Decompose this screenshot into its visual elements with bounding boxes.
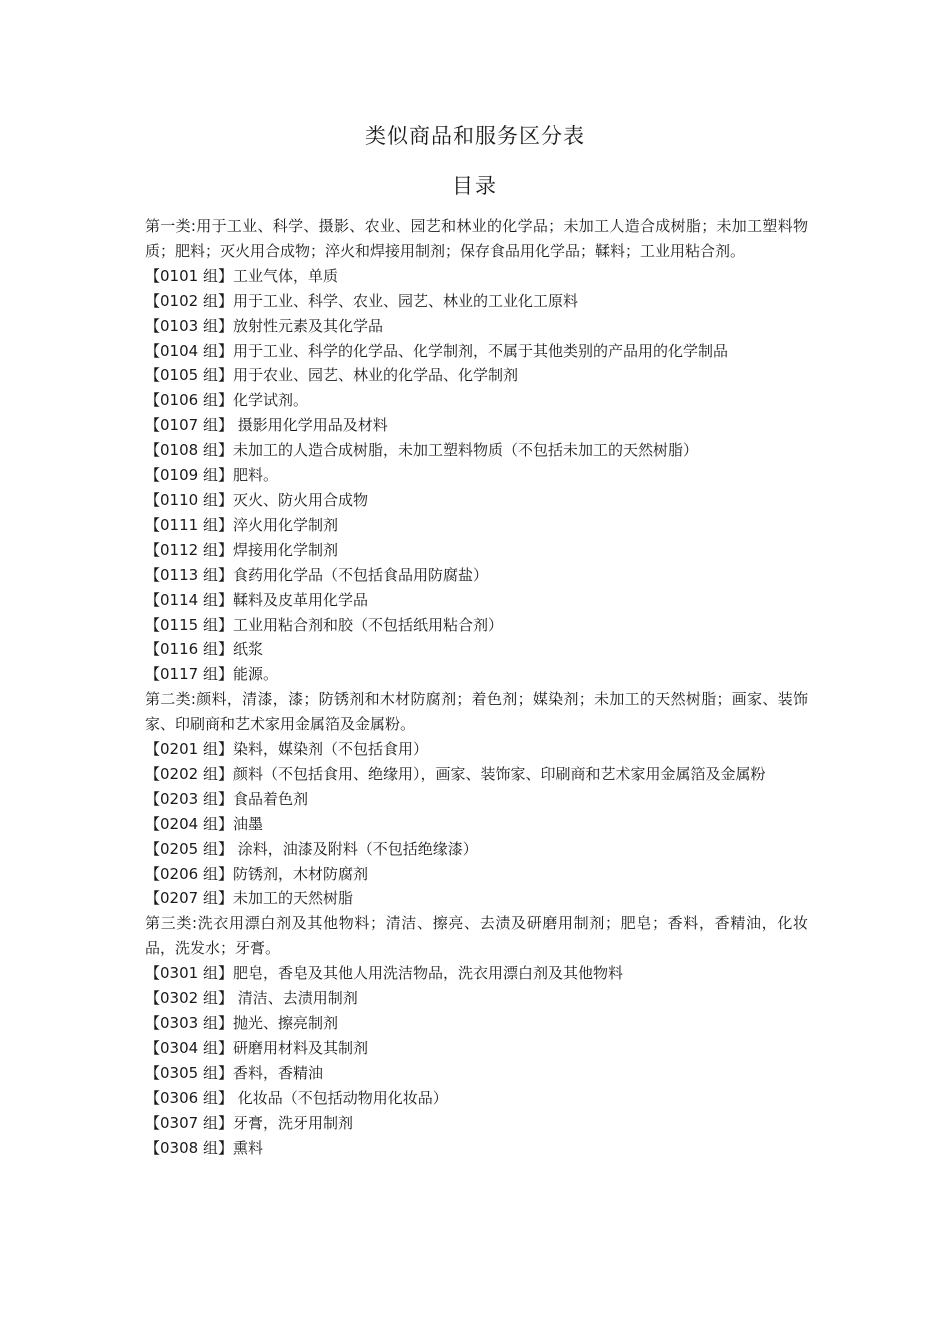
group-code: 【0308 组】 (145, 1138, 233, 1157)
group-code: 【0116 组】 (145, 640, 233, 659)
group-entry (145, 538, 808, 563)
group-description: 牙膏，洗牙用制剂 (232, 1113, 353, 1132)
group-code: 【0115 组】 (145, 615, 233, 634)
group-code: 【0108 组】 (145, 441, 233, 460)
group-description: 化学试剂。 (232, 391, 308, 410)
group-description: 纸浆 (232, 640, 263, 659)
group-code: 【0113 组】 (145, 565, 233, 584)
group-description: 能源。 (232, 665, 278, 684)
group-entry (145, 662, 808, 687)
group-code: 【0104 组】 (145, 341, 233, 360)
group-description: 香料，香精油 (232, 1063, 323, 1082)
group-description: 摄影用化学用品及材料 (232, 416, 388, 435)
group-entry (145, 339, 808, 364)
group-code: 【0202 组】 (145, 764, 233, 783)
group-entry (145, 1011, 808, 1036)
group-entry (145, 463, 808, 488)
group-entry (145, 264, 808, 289)
group-code: 【0103 组】 (145, 316, 233, 335)
group-entry (145, 886, 808, 911)
group-description: 用于工业、科学的化学品、化学制剂，不属于其他类别的产品用的化学制品 (232, 341, 728, 360)
group-entry (145, 513, 808, 538)
group-entry (145, 1136, 808, 1161)
group-entry (145, 314, 808, 339)
group-entry (145, 1086, 808, 1111)
group-code: 【0207 组】 (145, 889, 233, 908)
group-entry (145, 438, 808, 463)
group-description: 肥料。 (232, 466, 278, 485)
group-description: 化妆品（不包括动物用化妆品） (232, 1088, 448, 1107)
class-description: 洗衣用漂白剂及其他物料；清洁、擦亮、去渍及研磨用制剂；肥皂；香料，香精油，化妆品，洗发水；牙膏。 (145, 914, 808, 958)
class-heading (145, 214, 808, 264)
group-description: 淬火用化学制剂 (232, 515, 338, 534)
class-description: 颜料，清漆，漆；防锈剂和木材防腐剂；着色剂；媒染剂；未加工的天然树脂；画家、装饰家、印刷商和艺术家用金属箔及金属粉。 (145, 690, 808, 734)
group-description: 未加工的人造合成树脂，未加工塑料物质（不包括未加工的天然树脂） (232, 441, 698, 460)
group-entry (145, 986, 808, 1011)
group-description: 灭火、防火用合成物 (232, 490, 368, 509)
group-entry (145, 812, 808, 837)
group-code: 【0303 组】 (145, 1014, 233, 1032)
class-label: 第一类: (145, 217, 196, 235)
group-code: 【0306 组】 (145, 1088, 233, 1107)
group-entry (145, 862, 808, 887)
group-entry (145, 413, 808, 438)
group-code: 【0203 组】 (145, 789, 233, 808)
group-description: 工业气体，单质 (232, 266, 338, 285)
group-description: 用于农业、园艺、林业的化学品、化学制剂 (232, 366, 518, 385)
group-entry (145, 762, 808, 787)
group-code: 【0205 组】 (145, 839, 233, 858)
group-description: 油墨 (232, 814, 263, 833)
group-description: 未加工的天然树脂 (232, 889, 353, 908)
class-label: 第二类: (145, 690, 196, 709)
group-code: 【0206 组】 (145, 864, 233, 883)
group-description: 肥皂，香皂及其他人用洗洁物品，洗衣用漂白剂及其他物料 (232, 964, 623, 983)
group-entry (145, 363, 808, 388)
group-code: 【0109 组】 (145, 466, 233, 485)
class-label: 第三类: (145, 914, 198, 933)
group-entry (145, 961, 808, 986)
group-description: 食品着色剂 (232, 789, 308, 808)
group-description: 清洁、去渍用制剂 (232, 989, 358, 1008)
group-code: 【0102 组】 (145, 291, 233, 310)
class-heading (145, 687, 808, 737)
class-description: 用于工业、科学、摄影、农业、园艺和林业的化学品；未加工人造合成树脂；未加工塑料物质；肥料；灭火用合成物；淬火和焊接用制剂；保存食品用化学品；鞣料；工业用粘合剂。 (145, 217, 808, 260)
group-code: 【0301 组】 (145, 964, 233, 983)
group-code: 【0110 组】 (145, 490, 233, 509)
group-code: 【0111 组】 (145, 515, 233, 534)
group-description: 抛光、擦亮制剂 (232, 1014, 338, 1032)
group-code: 【0307 组】 (145, 1113, 233, 1132)
toc-heading: 目录 (452, 174, 498, 198)
class-heading (145, 911, 808, 961)
group-code: 【0107 组】 (145, 416, 233, 435)
group-entry (145, 1036, 808, 1061)
group-code: 【0101 组】 (145, 266, 233, 285)
group-entry (145, 637, 808, 662)
group-entry (145, 488, 808, 513)
group-description: 颜料（不包括食用、绝缘用），画家、装饰家、印刷商和艺术家用金属箔及金属粉 (232, 764, 766, 783)
group-code: 【0201 组】 (145, 740, 233, 759)
group-description: 焊接用化学制剂 (232, 540, 338, 559)
group-code: 【0117 组】 (145, 665, 233, 684)
toc-list (145, 214, 808, 1160)
group-description: 研磨用材料及其制剂 (232, 1038, 368, 1057)
group-entry (145, 787, 808, 812)
group-entry (145, 737, 808, 762)
group-code: 【0105 组】 (145, 366, 233, 385)
group-code: 【0305 组】 (145, 1063, 233, 1082)
group-description: 鞣料及皮革用化学品 (232, 590, 368, 609)
group-code: 【0302 组】 (145, 989, 233, 1008)
group-description: 染料，媒染剂（不包括食用） (232, 740, 428, 759)
group-entry (145, 613, 808, 638)
group-entry (145, 388, 808, 413)
group-entry (145, 289, 808, 314)
group-code: 【0106 组】 (145, 391, 233, 410)
document-title: 类似商品和服务区分表 (365, 124, 585, 148)
group-entry (145, 588, 808, 613)
group-entry (145, 1061, 808, 1086)
group-description: 工业用粘合剂和胶（不包括纸用粘合剂） (232, 615, 503, 634)
group-description: 熏料 (232, 1138, 263, 1157)
group-code: 【0112 组】 (145, 540, 233, 559)
group-description: 防锈剂，木材防腐剂 (232, 864, 368, 883)
group-entry (145, 563, 808, 588)
group-description: 放射性元素及其化学品 (232, 316, 383, 335)
group-entry (145, 837, 808, 862)
group-code: 【0304 组】 (145, 1038, 233, 1057)
group-code: 【0204 组】 (145, 814, 233, 833)
group-description: 用于工业、科学、农业、园艺、林业的工业化工原料 (232, 291, 578, 310)
group-entry (145, 1111, 808, 1136)
group-code: 【0114 组】 (145, 590, 233, 609)
group-description: 涂料，油漆及附料（不包括绝缘漆） (232, 839, 478, 858)
group-description: 食药用化学品（不包括食品用防腐盐） (232, 565, 488, 584)
